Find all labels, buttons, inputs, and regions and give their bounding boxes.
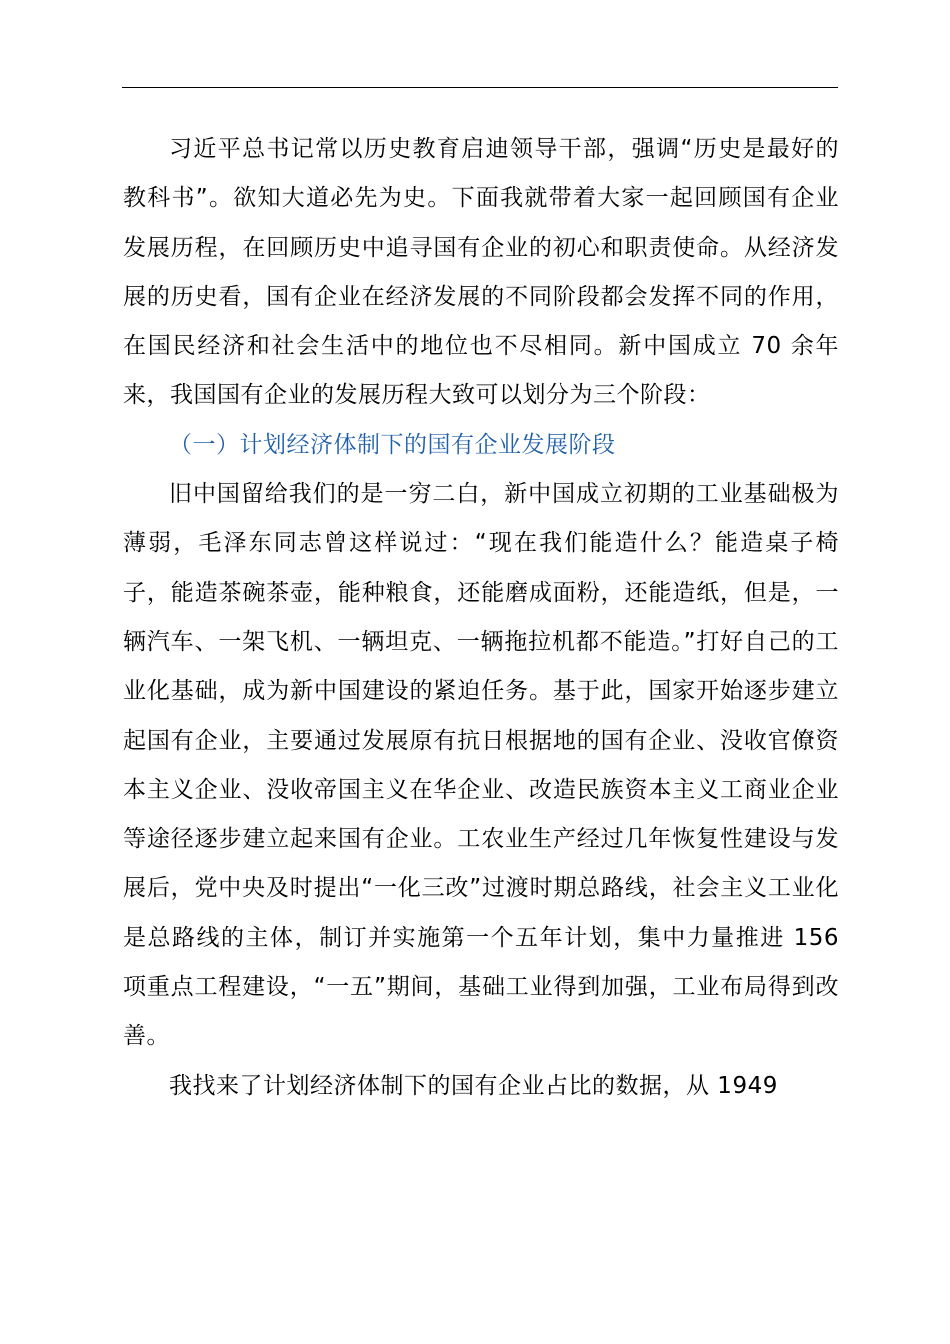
section-heading: （一）计划经济体制下的国有企业发展阶段 [169, 431, 616, 458]
document-body [123, 125, 839, 1111]
intro-paragraph: 习近平总书记常以历史教育启迪领导干部，强调“历史是最好的教科书”。欲知大道必先为史。下面我就带着大家一起回顾国有企业发展历程，在回顾历史中追寻国有企业的初心和职责使命。从经济发展的历史看，国有企业在经济发展的不同阶段都会发挥不同的作用，在国民经济和社会生活中的地位也不尽相同。新中国成立 70 余年来，我国国有企业的发展历程大致可以划分为三个阶段： [123, 136, 839, 409]
header-rule [122, 87, 838, 88]
history-paragraph: 旧中国留给我们的是一穷二白，新中国成立初期的工业基础极为薄弱，毛泽东同志曾这样说过：“现在我们能造什么？能造桌子椅子，能造茶碗茶壶，能种粮食，还能磨成面粉，还能造纸，但是，一辆汽车、一架飞机、一辆坦克、一辆拖拉机都不能造。”打好自己的工业化基础，成为新中国建设的紧迫任务。基于此，国家开始逐步建立起国有企业，主要通过发展原有抗日根据地的国有企业、没收官僚资本主义企业、没收帝国主义在华企业、改造民族资本主义工商业企业等途径逐步建立起来国有企业。工农业生产经过几年恢复性建设与发展后，党中央及时提出“一化三改”过渡时期总路线，社会主义工业化是总路线的主体，制订并实施第一个五年计划，集中力量推进 156 项重点工程建设，“一五”期间，基础工业得到加强，工业布局得到改善。 [123, 481, 839, 1050]
data-intro-paragraph: 我找来了计划经济体制下的国有企业占比的数据，从 1949 [169, 1072, 778, 1099]
